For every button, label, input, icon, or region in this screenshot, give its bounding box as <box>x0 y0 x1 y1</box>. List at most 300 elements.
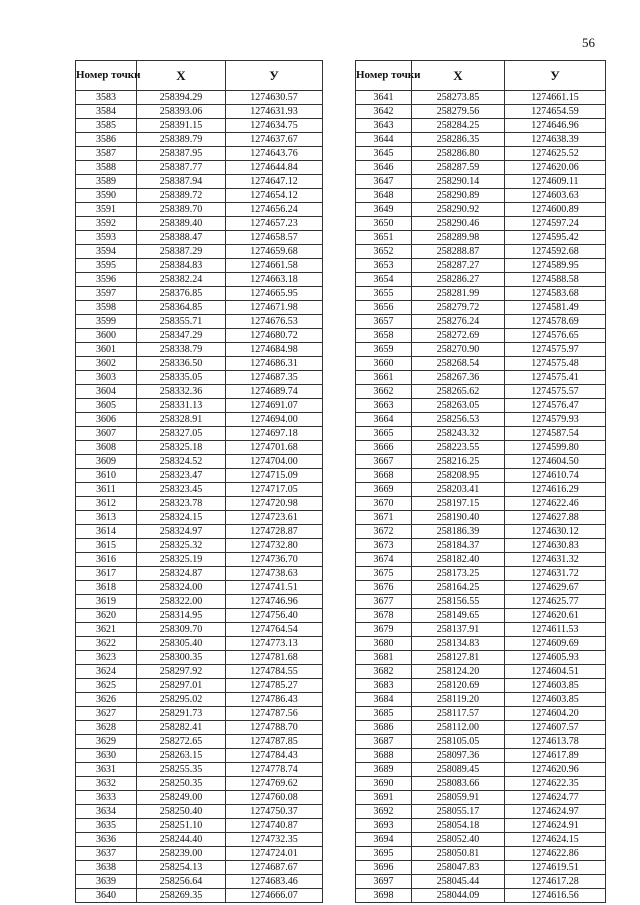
x-coordinate-cell: 258338.79 <box>137 343 226 357</box>
point-number-cell: 3667 <box>356 455 412 469</box>
table-row <box>76 469 323 483</box>
x-coordinate-cell: 258203.41 <box>412 483 505 497</box>
point-number-cell: 3606 <box>76 413 137 427</box>
y-coordinate-cell: 1274611.53 <box>505 623 606 637</box>
x-coordinate-cell: 258286.80 <box>412 147 505 161</box>
x-coordinate-cell: 258244.40 <box>137 833 226 847</box>
point-number-cell: 3628 <box>76 721 137 735</box>
table-row <box>76 539 323 553</box>
x-coordinate-cell: 258267.36 <box>412 371 505 385</box>
table-row <box>356 343 606 357</box>
table-row <box>356 217 606 231</box>
point-number-cell: 3611 <box>76 483 137 497</box>
y-coordinate-cell: 1274781.68 <box>226 651 323 665</box>
table-row <box>356 119 606 133</box>
y-coordinate-cell: 1274661.15 <box>505 91 606 105</box>
point-number-cell: 3654 <box>356 273 412 287</box>
point-number-cell: 3634 <box>76 805 137 819</box>
y-coordinate-cell: 1274592.68 <box>505 245 606 259</box>
point-number-cell: 3587 <box>76 147 137 161</box>
table-row <box>76 819 323 833</box>
table-row <box>356 147 606 161</box>
point-number-cell: 3660 <box>356 357 412 371</box>
x-coordinate-cell: 258336.50 <box>137 357 226 371</box>
x-coordinate-cell: 258216.25 <box>412 455 505 469</box>
y-coordinate-cell: 1274683.46 <box>226 875 323 889</box>
point-number-cell: 3609 <box>76 455 137 469</box>
y-coordinate-cell: 1274666.07 <box>226 889 323 903</box>
y-coordinate-cell: 1274663.18 <box>226 273 323 287</box>
table-row <box>76 273 323 287</box>
table-row <box>76 231 323 245</box>
y-coordinate-cell: 1274624.91 <box>505 819 606 833</box>
x-coordinate-cell: 258324.00 <box>137 581 226 595</box>
table-row <box>76 105 323 119</box>
x-coordinate-cell: 258287.59 <box>412 161 505 175</box>
x-coordinate-cell: 258387.94 <box>137 175 226 189</box>
x-coordinate-cell: 258288.87 <box>412 245 505 259</box>
point-number-cell: 3663 <box>356 399 412 413</box>
y-coordinate-cell: 1274769.62 <box>226 777 323 791</box>
point-number-cell: 3614 <box>76 525 137 539</box>
y-coordinate-cell: 1274575.97 <box>505 343 606 357</box>
table-row <box>76 497 323 511</box>
table-row <box>76 245 323 259</box>
point-number-cell: 3593 <box>76 231 137 245</box>
point-number-cell: 3633 <box>76 791 137 805</box>
table-row <box>76 567 323 581</box>
table-row <box>356 609 606 623</box>
table-row <box>76 735 323 749</box>
x-coordinate-cell: 258389.70 <box>137 203 226 217</box>
x-coordinate-cell: 258156.55 <box>412 595 505 609</box>
x-coordinate-cell: 258347.29 <box>137 329 226 343</box>
point-number-cell: 3677 <box>356 595 412 609</box>
y-coordinate-cell: 1274587.54 <box>505 427 606 441</box>
x-coordinate-cell: 258323.78 <box>137 497 226 511</box>
y-coordinate-cell: 1274622.46 <box>505 497 606 511</box>
y-coordinate-cell: 1274629.67 <box>505 581 606 595</box>
table-row <box>76 133 323 147</box>
header-x: X <box>137 61 226 91</box>
x-coordinate-cell: 258097.36 <box>412 749 505 763</box>
x-coordinate-cell: 258324.87 <box>137 567 226 581</box>
point-number-cell: 3661 <box>356 371 412 385</box>
table-row <box>356 203 606 217</box>
point-number-cell: 3653 <box>356 259 412 273</box>
y-coordinate-cell: 1274786.43 <box>226 693 323 707</box>
x-coordinate-cell: 258279.56 <box>412 105 505 119</box>
x-coordinate-cell: 258120.69 <box>412 679 505 693</box>
y-coordinate-cell: 1274646.96 <box>505 119 606 133</box>
table-row <box>76 525 323 539</box>
x-coordinate-cell: 258325.18 <box>137 441 226 455</box>
point-number-cell: 3599 <box>76 315 137 329</box>
x-coordinate-cell: 258127.81 <box>412 651 505 665</box>
table-row <box>356 889 606 903</box>
point-number-cell: 3617 <box>76 567 137 581</box>
table-row <box>76 791 323 805</box>
y-coordinate-cell: 1274609.69 <box>505 637 606 651</box>
header-point-number: Номер точки <box>76 61 137 91</box>
table-row <box>76 343 323 357</box>
point-number-cell: 3671 <box>356 511 412 525</box>
table-row <box>76 847 323 861</box>
x-coordinate-cell: 258282.41 <box>137 721 226 735</box>
point-number-cell: 3696 <box>356 861 412 875</box>
point-number-cell: 3603 <box>76 371 137 385</box>
x-coordinate-cell: 258208.95 <box>412 469 505 483</box>
x-coordinate-cell: 258263.15 <box>137 749 226 763</box>
x-coordinate-cell: 258190.40 <box>412 511 505 525</box>
y-coordinate-cell: 1274654.59 <box>505 105 606 119</box>
x-coordinate-cell: 258119.20 <box>412 693 505 707</box>
y-coordinate-cell: 1274684.98 <box>226 343 323 357</box>
table-row <box>356 469 606 483</box>
table-row <box>356 525 606 539</box>
y-coordinate-cell: 1274616.29 <box>505 483 606 497</box>
point-number-cell: 3585 <box>76 119 137 133</box>
table-row <box>76 861 323 875</box>
table-row <box>356 231 606 245</box>
point-number-cell: 3600 <box>76 329 137 343</box>
x-coordinate-cell: 258391.15 <box>137 119 226 133</box>
point-number-cell: 3690 <box>356 777 412 791</box>
x-coordinate-cell: 258134.83 <box>412 637 505 651</box>
header-y: У <box>505 61 606 91</box>
point-number-cell: 3620 <box>76 609 137 623</box>
x-coordinate-cell: 258305.40 <box>137 637 226 651</box>
x-coordinate-cell: 258281.99 <box>412 287 505 301</box>
y-coordinate-cell: 1274689.74 <box>226 385 323 399</box>
y-coordinate-cell: 1274740.87 <box>226 819 323 833</box>
table-row <box>356 763 606 777</box>
y-coordinate-cell: 1274595.42 <box>505 231 606 245</box>
table-row <box>76 217 323 231</box>
point-number-cell: 3666 <box>356 441 412 455</box>
table-row <box>356 357 606 371</box>
point-number-cell: 3672 <box>356 525 412 539</box>
y-coordinate-cell: 1274610.74 <box>505 469 606 483</box>
table-row <box>76 511 323 525</box>
y-coordinate-cell: 1274697.18 <box>226 427 323 441</box>
point-number-cell: 3619 <box>76 595 137 609</box>
x-coordinate-cell: 258314.95 <box>137 609 226 623</box>
point-number-cell: 3691 <box>356 791 412 805</box>
table-row <box>76 399 323 413</box>
x-coordinate-cell: 258291.73 <box>137 707 226 721</box>
y-coordinate-cell: 1274637.67 <box>226 133 323 147</box>
y-coordinate-cell: 1274605.93 <box>505 651 606 665</box>
page-number: 56 <box>582 35 595 50</box>
point-number-cell: 3670 <box>356 497 412 511</box>
point-number-cell: 3680 <box>356 637 412 651</box>
x-coordinate-cell: 258384.83 <box>137 259 226 273</box>
x-coordinate-cell: 258243.32 <box>412 427 505 441</box>
x-coordinate-cell: 258239.00 <box>137 847 226 861</box>
table-row <box>76 189 323 203</box>
table-row <box>356 721 606 735</box>
y-coordinate-cell: 1274624.15 <box>505 833 606 847</box>
point-number-cell: 3674 <box>356 553 412 567</box>
x-coordinate-cell: 258052.40 <box>412 833 505 847</box>
y-coordinate-cell: 1274659.68 <box>226 245 323 259</box>
point-number-cell: 3659 <box>356 343 412 357</box>
x-coordinate-cell: 258297.92 <box>137 665 226 679</box>
table-row <box>356 861 606 875</box>
header-y: У <box>226 61 323 91</box>
table-row <box>356 805 606 819</box>
y-coordinate-cell: 1274630.12 <box>505 525 606 539</box>
table-row <box>76 693 323 707</box>
x-coordinate-cell: 258223.55 <box>412 441 505 455</box>
table-row <box>76 763 323 777</box>
point-number-cell: 3679 <box>356 623 412 637</box>
point-number-cell: 3657 <box>356 315 412 329</box>
x-coordinate-cell: 258324.15 <box>137 511 226 525</box>
table-row <box>356 91 606 105</box>
table-row <box>356 329 606 343</box>
y-coordinate-cell: 1274676.53 <box>226 315 323 329</box>
y-coordinate-cell: 1274609.11 <box>505 175 606 189</box>
y-coordinate-cell: 1274576.47 <box>505 399 606 413</box>
y-coordinate-cell: 1274704.00 <box>226 455 323 469</box>
y-coordinate-cell: 1274654.12 <box>226 189 323 203</box>
table-row <box>76 777 323 791</box>
y-coordinate-cell: 1274604.20 <box>505 707 606 721</box>
y-coordinate-cell: 1274604.50 <box>505 455 606 469</box>
table-row <box>356 133 606 147</box>
point-number-cell: 3626 <box>76 693 137 707</box>
y-coordinate-cell: 1274613.78 <box>505 735 606 749</box>
point-number-cell: 3602 <box>76 357 137 371</box>
table-row <box>356 273 606 287</box>
point-number-cell: 3682 <box>356 665 412 679</box>
x-coordinate-cell: 258331.13 <box>137 399 226 413</box>
x-coordinate-cell: 258044.09 <box>412 889 505 903</box>
table-row <box>76 581 323 595</box>
table-row <box>76 385 323 399</box>
x-coordinate-cell: 258323.47 <box>137 469 226 483</box>
point-number-cell: 3689 <box>356 763 412 777</box>
point-number-cell: 3610 <box>76 469 137 483</box>
table-row <box>356 651 606 665</box>
point-number-cell: 3684 <box>356 693 412 707</box>
point-number-cell: 3652 <box>356 245 412 259</box>
point-number-cell: 3662 <box>356 385 412 399</box>
y-coordinate-cell: 1274671.98 <box>226 301 323 315</box>
table-row <box>356 665 606 679</box>
table-row <box>76 315 323 329</box>
y-coordinate-cell: 1274579.93 <box>505 413 606 427</box>
x-coordinate-cell: 258324.52 <box>137 455 226 469</box>
point-number-cell: 3643 <box>356 119 412 133</box>
table-row <box>76 455 323 469</box>
y-coordinate-cell: 1274756.40 <box>226 609 323 623</box>
x-coordinate-cell: 258263.05 <box>412 399 505 413</box>
y-coordinate-cell: 1274600.89 <box>505 203 606 217</box>
table-row <box>356 287 606 301</box>
x-coordinate-cell: 258290.89 <box>412 189 505 203</box>
point-number-cell: 3644 <box>356 133 412 147</box>
y-coordinate-cell: 1274741.51 <box>226 581 323 595</box>
x-coordinate-cell: 258182.40 <box>412 553 505 567</box>
y-coordinate-cell: 1274701.68 <box>226 441 323 455</box>
x-coordinate-cell: 258117.57 <box>412 707 505 721</box>
point-number-cell: 3624 <box>76 665 137 679</box>
table-row <box>76 483 323 497</box>
point-number-cell: 3622 <box>76 637 137 651</box>
table-row <box>76 175 323 189</box>
y-coordinate-cell: 1274647.12 <box>226 175 323 189</box>
point-number-cell: 3616 <box>76 553 137 567</box>
point-number-cell: 3632 <box>76 777 137 791</box>
table-row <box>356 567 606 581</box>
table-row <box>356 315 606 329</box>
table-row <box>76 637 323 651</box>
x-coordinate-cell: 258050.81 <box>412 847 505 861</box>
y-coordinate-cell: 1274630.57 <box>226 91 323 105</box>
point-number-cell: 3595 <box>76 259 137 273</box>
point-number-cell: 3665 <box>356 427 412 441</box>
table-row <box>76 623 323 637</box>
point-number-cell: 3675 <box>356 567 412 581</box>
point-number-cell: 3625 <box>76 679 137 693</box>
table-row <box>76 721 323 735</box>
x-coordinate-cell: 258327.05 <box>137 427 226 441</box>
point-number-cell: 3648 <box>356 189 412 203</box>
y-coordinate-cell: 1274746.96 <box>226 595 323 609</box>
x-coordinate-cell: 258388.47 <box>137 231 226 245</box>
table-row <box>356 441 606 455</box>
y-coordinate-cell: 1274631.93 <box>226 105 323 119</box>
x-coordinate-cell: 258254.13 <box>137 861 226 875</box>
table-row <box>356 483 606 497</box>
y-coordinate-cell: 1274764.54 <box>226 623 323 637</box>
point-number-cell: 3588 <box>76 161 137 175</box>
point-number-cell: 3693 <box>356 819 412 833</box>
point-number-cell: 3655 <box>356 287 412 301</box>
x-coordinate-cell: 258325.19 <box>137 553 226 567</box>
x-coordinate-cell: 258382.24 <box>137 273 226 287</box>
point-number-cell: 3668 <box>356 469 412 483</box>
y-coordinate-cell: 1274617.89 <box>505 749 606 763</box>
x-coordinate-cell: 258184.37 <box>412 539 505 553</box>
x-coordinate-cell: 258272.69 <box>412 329 505 343</box>
y-coordinate-cell: 1274787.85 <box>226 735 323 749</box>
x-coordinate-cell: 258256.53 <box>412 413 505 427</box>
x-coordinate-cell: 258328.91 <box>137 413 226 427</box>
y-coordinate-cell: 1274661.58 <box>226 259 323 273</box>
y-coordinate-cell: 1274665.95 <box>226 287 323 301</box>
x-coordinate-cell: 258197.15 <box>412 497 505 511</box>
y-coordinate-cell: 1274715.09 <box>226 469 323 483</box>
point-number-cell: 3639 <box>76 875 137 889</box>
x-coordinate-cell: 258290.46 <box>412 217 505 231</box>
table-row <box>76 707 323 721</box>
y-coordinate-cell: 1274620.61 <box>505 609 606 623</box>
point-number-cell: 3683 <box>356 679 412 693</box>
point-number-cell: 3623 <box>76 651 137 665</box>
table-row <box>356 735 606 749</box>
x-coordinate-cell: 258295.02 <box>137 693 226 707</box>
y-coordinate-cell: 1274576.65 <box>505 329 606 343</box>
y-coordinate-cell: 1274750.37 <box>226 805 323 819</box>
x-coordinate-cell: 258286.35 <box>412 133 505 147</box>
y-coordinate-cell: 1274578.69 <box>505 315 606 329</box>
y-coordinate-cell: 1274607.57 <box>505 721 606 735</box>
y-coordinate-cell: 1274575.41 <box>505 371 606 385</box>
x-coordinate-cell: 258250.35 <box>137 777 226 791</box>
point-number-cell: 3687 <box>356 735 412 749</box>
x-coordinate-cell: 258273.85 <box>412 91 505 105</box>
table-row <box>356 553 606 567</box>
header-x: X <box>412 61 505 91</box>
y-coordinate-cell: 1274788.70 <box>226 721 323 735</box>
point-number-cell: 3604 <box>76 385 137 399</box>
table-row <box>356 511 606 525</box>
x-coordinate-cell: 258270.90 <box>412 343 505 357</box>
y-coordinate-cell: 1274589.95 <box>505 259 606 273</box>
x-coordinate-cell: 258251.10 <box>137 819 226 833</box>
point-number-cell: 3685 <box>356 707 412 721</box>
table-row <box>356 679 606 693</box>
y-coordinate-cell: 1274620.96 <box>505 763 606 777</box>
point-number-cell: 3635 <box>76 819 137 833</box>
y-coordinate-cell: 1274658.57 <box>226 231 323 245</box>
y-coordinate-cell: 1274616.56 <box>505 889 606 903</box>
y-coordinate-cell: 1274617.28 <box>505 875 606 889</box>
table-row <box>356 175 606 189</box>
point-number-cell: 3656 <box>356 301 412 315</box>
table-row <box>76 259 323 273</box>
point-number-cell: 3658 <box>356 329 412 343</box>
table-row <box>76 609 323 623</box>
point-number-cell: 3642 <box>356 105 412 119</box>
x-coordinate-cell: 258276.24 <box>412 315 505 329</box>
point-number-cell: 3664 <box>356 413 412 427</box>
x-coordinate-cell: 258309.70 <box>137 623 226 637</box>
y-coordinate-cell: 1274603.85 <box>505 679 606 693</box>
point-number-cell: 3647 <box>356 175 412 189</box>
point-number-cell: 3591 <box>76 203 137 217</box>
point-number-cell: 3649 <box>356 203 412 217</box>
table-row <box>76 413 323 427</box>
x-coordinate-cell: 258335.05 <box>137 371 226 385</box>
y-coordinate-cell: 1274620.06 <box>505 161 606 175</box>
x-coordinate-cell: 258287.27 <box>412 259 505 273</box>
y-coordinate-cell: 1274631.32 <box>505 553 606 567</box>
y-coordinate-cell: 1274723.61 <box>226 511 323 525</box>
y-coordinate-cell: 1274597.24 <box>505 217 606 231</box>
point-number-cell: 3615 <box>76 539 137 553</box>
x-coordinate-cell: 258272.65 <box>137 735 226 749</box>
point-number-cell: 3640 <box>76 889 137 903</box>
y-coordinate-cell: 1274624.97 <box>505 805 606 819</box>
x-coordinate-cell: 258105.05 <box>412 735 505 749</box>
point-number-cell: 3631 <box>76 763 137 777</box>
y-coordinate-cell: 1274736.70 <box>226 553 323 567</box>
y-coordinate-cell: 1274627.88 <box>505 511 606 525</box>
point-number-cell: 3605 <box>76 399 137 413</box>
table-row <box>76 889 323 903</box>
x-coordinate-cell: 258324.97 <box>137 525 226 539</box>
x-coordinate-cell: 258393.06 <box>137 105 226 119</box>
y-coordinate-cell: 1274687.35 <box>226 371 323 385</box>
point-number-cell: 3681 <box>356 651 412 665</box>
table-row <box>356 707 606 721</box>
y-coordinate-cell: 1274787.56 <box>226 707 323 721</box>
